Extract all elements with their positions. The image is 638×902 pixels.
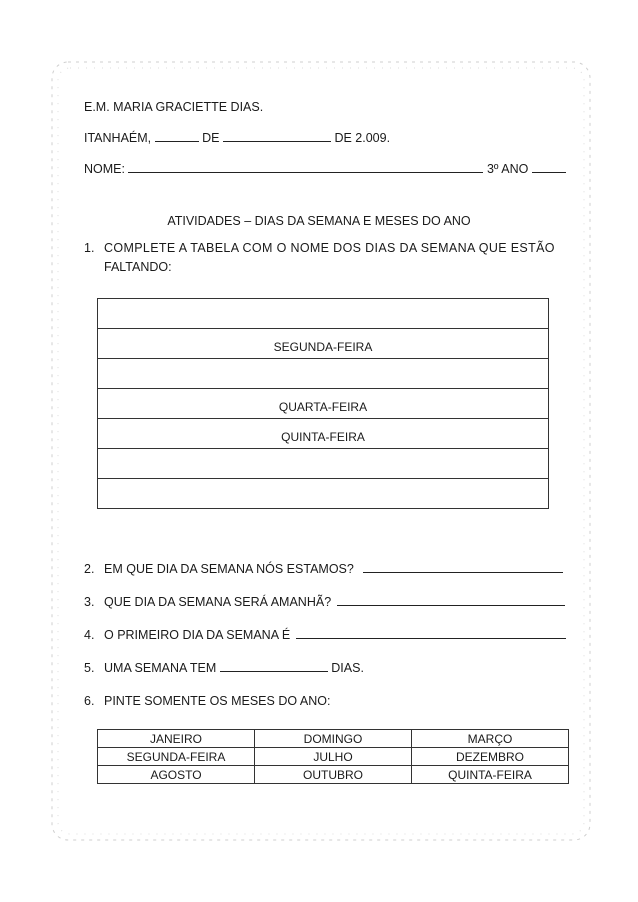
question-6 <box>84 694 330 708</box>
answer-blank[interactable] <box>337 595 565 606</box>
question-text: O PRIMEIRO DIA DA SEMANA É <box>104 628 291 642</box>
answer-blank[interactable] <box>220 661 328 672</box>
grade-label: 3º ANO <box>486 162 529 176</box>
question-text: PINTE SOMENTE OS MESES DO ANO: <box>104 694 331 708</box>
months-table-cell[interactable]: OUTUBRO <box>255 766 412 784</box>
question-text: COMPLETE A TABELA COM O NOME DOS DIAS DA SEMANA QUE ESTÃO <box>104 241 555 255</box>
question-text: QUE DIA DA SEMANA SERÁ AMANHÃ? <box>104 595 332 609</box>
months-table-cell[interactable]: JULHO <box>255 748 412 766</box>
school-name: E.M. MARIA GRACIETTE DIAS. <box>84 100 264 114</box>
grade-blank[interactable] <box>532 162 566 173</box>
name-label: NOME: <box>84 162 125 176</box>
de-label: DE <box>202 131 220 145</box>
date-line <box>84 131 390 145</box>
name-line <box>84 162 566 176</box>
city-label: ITANHAÉM, <box>84 131 152 145</box>
days-table-cell[interactable] <box>98 449 549 479</box>
question-number: 2. <box>84 562 95 576</box>
question-1-continued: FALTANDO: <box>104 260 172 274</box>
day-blank[interactable] <box>155 131 199 142</box>
year-label: DE 2.009. <box>334 131 391 145</box>
days-table-cell[interactable] <box>98 359 549 389</box>
months-table-cell[interactable]: MARÇO <box>412 730 569 748</box>
answer-blank[interactable] <box>363 562 563 573</box>
question-text-end: DIAS. <box>331 661 364 675</box>
question-5 <box>84 661 364 675</box>
question-number: 3. <box>84 595 95 609</box>
days-of-week-table <box>97 298 549 509</box>
days-table-cell[interactable]: SEGUNDA-FEIRA <box>98 329 549 359</box>
question-3 <box>84 595 565 609</box>
question-number: 6. <box>84 694 95 708</box>
months-table-cell[interactable]: AGOSTO <box>98 766 255 784</box>
question-text: UMA SEMANA TEM <box>104 661 217 675</box>
months-table <box>97 729 569 784</box>
question-number: 4. <box>84 628 95 642</box>
question-number: 5. <box>84 661 95 675</box>
months-table-cell[interactable]: QUINTA-FEIRA <box>412 766 569 784</box>
question-1 <box>84 241 555 255</box>
months-table-cell[interactable]: SEGUNDA-FEIRA <box>98 748 255 766</box>
days-table-cell[interactable]: QUINTA-FEIRA <box>98 419 549 449</box>
question-number: 1. <box>84 241 95 255</box>
page-title: ATIVIDADES – DIAS DA SEMANA E MESES DO ANO <box>167 214 471 228</box>
month-blank[interactable] <box>223 131 331 142</box>
answer-blank[interactable] <box>296 628 566 639</box>
name-blank[interactable] <box>128 162 483 173</box>
days-table-cell[interactable]: QUARTA-FEIRA <box>98 389 549 419</box>
days-table-cell[interactable] <box>98 479 549 509</box>
months-table-cell[interactable]: JANEIRO <box>98 730 255 748</box>
months-table-cell[interactable]: DOMINGO <box>255 730 412 748</box>
question-text: EM QUE DIA DA SEMANA NÓS ESTAMOS? <box>104 562 354 576</box>
question-4 <box>84 628 566 642</box>
days-table-cell[interactable] <box>98 299 549 329</box>
question-2 <box>84 562 563 576</box>
months-table-cell[interactable]: DEZEMBRO <box>412 748 569 766</box>
